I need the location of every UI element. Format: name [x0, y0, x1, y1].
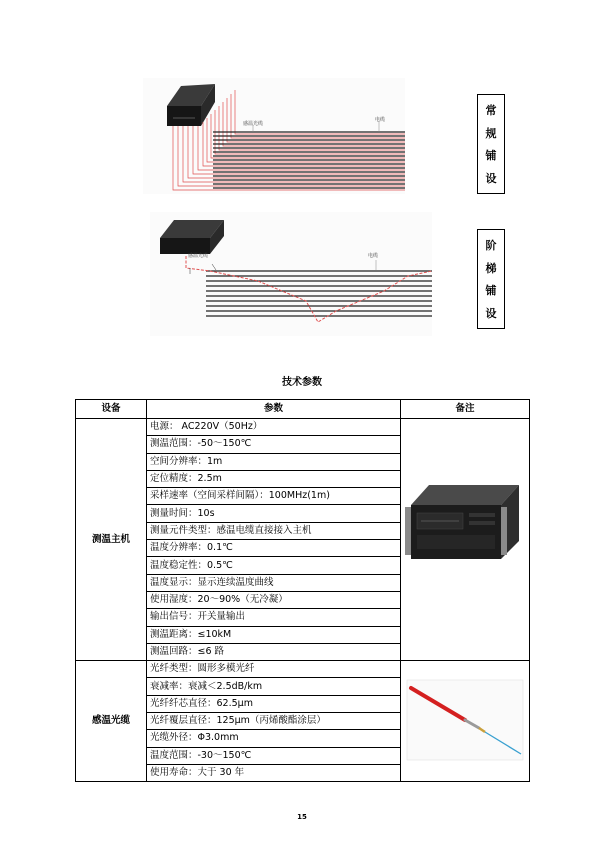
fiber-cable-image: [401, 662, 529, 776]
label-char: 铺: [485, 149, 497, 163]
table-caption: 技术参数: [282, 377, 322, 388]
param-cell: 电源： AC220V（50Hz）: [147, 419, 401, 436]
conventional-laying-drawing: [143, 78, 405, 194]
cable-lines: [213, 132, 405, 188]
sensor-fiber-label: 感温光缆: [243, 121, 264, 127]
cable-label: 电缆: [368, 253, 379, 259]
technical-parameters-table: [75, 399, 530, 782]
param-cell: 温度分辨率：0.1℃: [147, 540, 401, 557]
param-cell: 采样速率（空间采样间隔）：100MHz(1m): [147, 488, 401, 505]
param-cell: 光纤覆层直径：125μm（丙烯酸酯涂层）: [147, 713, 401, 730]
label-char: 设: [485, 172, 497, 186]
table-row: [76, 419, 530, 436]
host-device-image: [401, 423, 529, 651]
header-device: 设备: [76, 400, 147, 419]
stepped-laying-drawing: [150, 212, 432, 336]
param-cell: 定位精度：2.5m: [147, 470, 401, 487]
param-cell: 使用寿命：大于 30 年: [147, 764, 401, 781]
param-cell: 测温范围：-50～150℃: [147, 436, 401, 453]
param-cell: 衰减率：衰减＜2.5dB/km: [147, 678, 401, 695]
param-cell: 空间分辨率：1m: [147, 453, 401, 470]
sensor-fiber-zigzag: [186, 256, 432, 322]
param-cell: 测量时间：10s: [147, 505, 401, 522]
param-cell: 温度显示：显示连续温度曲线: [147, 574, 401, 591]
param-cell: 测量元件类型：感温电缆直接接入主机: [147, 522, 401, 539]
param-cell: 测温距离：≤10kM: [147, 626, 401, 643]
sensor-fiber-label: 感温光缆: [188, 253, 209, 259]
header-remarks: 备注: [401, 400, 530, 419]
host-label: 测温主机: [76, 419, 147, 661]
host-image-cell: [401, 419, 530, 661]
fiber-label: 感温光缆: [76, 661, 147, 782]
conventional-laying-label: [477, 94, 505, 194]
host-device-icon: [160, 220, 224, 254]
label-char: 梯: [485, 261, 497, 275]
param-cell: 光纤纤芯直径：62.5μm: [147, 695, 401, 712]
page-number: 15: [297, 813, 307, 821]
param-cell: 输出信号：开关量输出: [147, 609, 401, 626]
label-char: 设: [485, 307, 497, 321]
param-cell: 温度范围：-30～150℃: [147, 747, 401, 764]
conventional-laying-diagram: [143, 78, 405, 194]
table-header-row: [76, 400, 530, 419]
stepped-laying-label: [477, 229, 505, 329]
param-cell: 光纤类型：圆形多模光纤: [147, 661, 401, 678]
cable-label: 电缆: [375, 117, 386, 123]
label-char: 常: [485, 103, 497, 117]
stepped-laying-diagram: [150, 212, 432, 336]
param-cell: 测温回路：≤6 路: [147, 643, 401, 660]
label-char: 阶: [485, 238, 497, 252]
param-cell: 使用湿度：20～90%（无冷凝）: [147, 591, 401, 608]
label-char: 规: [485, 126, 497, 140]
host-device-icon: [167, 84, 215, 126]
label-char: 铺: [485, 284, 497, 298]
table-row: [76, 661, 530, 678]
param-cell: 温度稳定性：0.5℃: [147, 557, 401, 574]
param-cell: 光缆外径：Φ3.0mm: [147, 730, 401, 747]
cable-lines: [206, 271, 432, 316]
fiber-image-cell: [401, 661, 530, 782]
header-parameters: 参数: [147, 400, 401, 419]
